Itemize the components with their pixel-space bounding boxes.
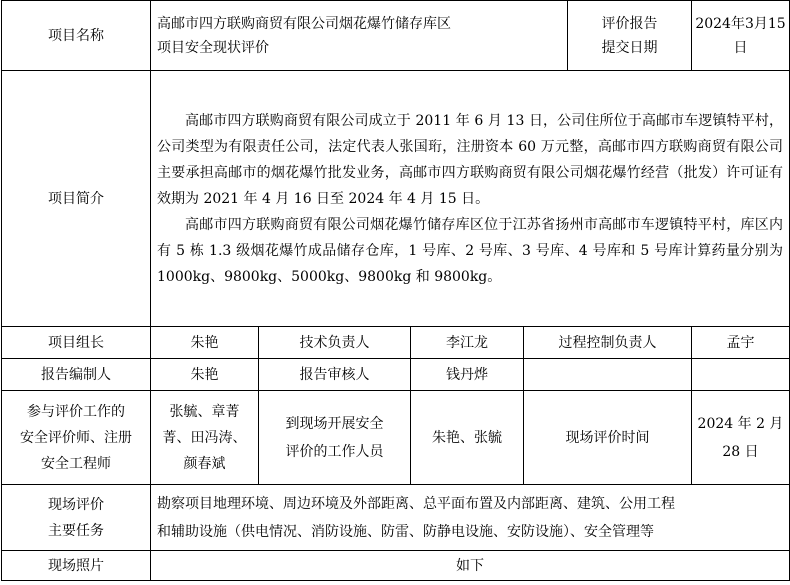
tech-lead-label: 技术负责人 — [259, 327, 411, 359]
project-name-line2: 项目安全现状评价 — [157, 39, 269, 56]
evaluators-names — [151, 391, 259, 485]
site-staff-label-line1: 到现场开展安全 — [285, 415, 384, 432]
evaluators-label-line2: 安全评价师、注册 — [20, 429, 132, 446]
tasks-label — [2, 485, 151, 551]
tasks-value — [151, 485, 790, 551]
report-date-label-line1: 评价报告 — [601, 15, 658, 32]
project-intro-value — [151, 71, 790, 327]
project-intro-paragraph-1: 高邮市四方联购商贸有限公司成立于 2011 年 6 月 13 日，公司住所位于高邮市车逻镇特平村，公司类型为有限责任公司，法定代表人张国珩，注册资本 60 万元整，高邮市四方联购商贸有限公司主要承担高邮市的烟花爆竹批发业务，高邮市四方联购商贸有限公司烟花爆竹经营（批发）许可证有效期为 2021 年 4 月 16 日至 2024 年 4 月 15 日。 — [157, 112, 783, 207]
project-name-line1: 高邮市四方联购商贸有限公司烟花爆竹储存库区 — [157, 15, 451, 32]
site-time-value — [692, 391, 790, 485]
report-reviewer-label: 报告审核人 — [259, 359, 411, 391]
report-date-value-line2: 日 — [733, 39, 748, 56]
tech-lead-value: 李江龙 — [411, 327, 524, 359]
report-reviewer-value: 钱丹烨 — [411, 359, 524, 391]
photos-value: 如下 — [151, 551, 790, 581]
team-leader-value: 朱艳 — [151, 327, 259, 359]
site-time-value-line2: 28 日 — [722, 443, 759, 460]
report-author-value: 朱艳 — [151, 359, 259, 391]
evaluators-label-line3: 安全工程师 — [41, 455, 111, 472]
project-intro-label: 项目简介 — [2, 71, 151, 327]
tasks-value-line2: 和辅助设施（供电情况、消防设施、防雷、防静电设施、安防设施）、安全管理等 — [157, 523, 654, 540]
process-control-label: 过程控制负责人 — [524, 327, 692, 359]
evaluators-names-line1: 张毓、章菁 — [169, 403, 240, 420]
report-row-empty-cell-2 — [692, 359, 790, 391]
site-staff-label-line2: 评价的工作人员 — [285, 443, 384, 460]
project-intro-paragraph-2: 高邮市四方联购商贸有限公司烟花爆竹储存库区位于江苏省扬州市高邮市车逻镇特平村，库区内有 5 栋 1.3 级烟花爆竹成品储存仓库，1 号库、2 号库、3 号库、4 号库和 5 号库计算药量分别为 1000kg、9800kg、5000kg、9800kg 和 9800kg。 — [157, 216, 783, 285]
evaluators-names-line3: 颜春斌 — [183, 455, 226, 472]
tasks-label-line1: 现场评价 — [48, 496, 104, 513]
report-date-value — [692, 1, 790, 71]
report-row-empty-cell — [524, 359, 692, 391]
process-control-value: 孟宇 — [692, 327, 790, 359]
project-name-value — [151, 1, 568, 71]
report-date-label-line2: 提交日期 — [601, 39, 658, 56]
site-time-label: 现场评价时间 — [524, 391, 692, 485]
report-author-label: 报告编制人 — [2, 359, 151, 391]
report-date-label — [568, 1, 692, 71]
evaluators-label-line1: 参与评价工作的 — [27, 403, 125, 420]
project-name-label: 项目名称 — [2, 1, 151, 71]
site-time-value-line1: 2024 年 2 月 — [697, 415, 784, 432]
tasks-label-line2: 主要任务 — [48, 522, 104, 539]
evaluators-names-line2: 菁、田冯涛、 — [162, 429, 247, 446]
project-info-table — [1, 0, 790, 581]
evaluators-label — [2, 391, 151, 485]
report-date-value-line1: 2024年3月15 — [695, 15, 786, 32]
tasks-value-line1: 勘察项目地理环境、周边环境及外部距离、总平面布置及内部距离、建筑、公用工程 — [157, 495, 675, 512]
site-staff-label — [259, 391, 411, 485]
site-staff-value: 朱艳、张毓 — [411, 391, 524, 485]
team-leader-label: 项目组长 — [2, 327, 151, 359]
photos-label: 现场照片 — [2, 551, 151, 581]
